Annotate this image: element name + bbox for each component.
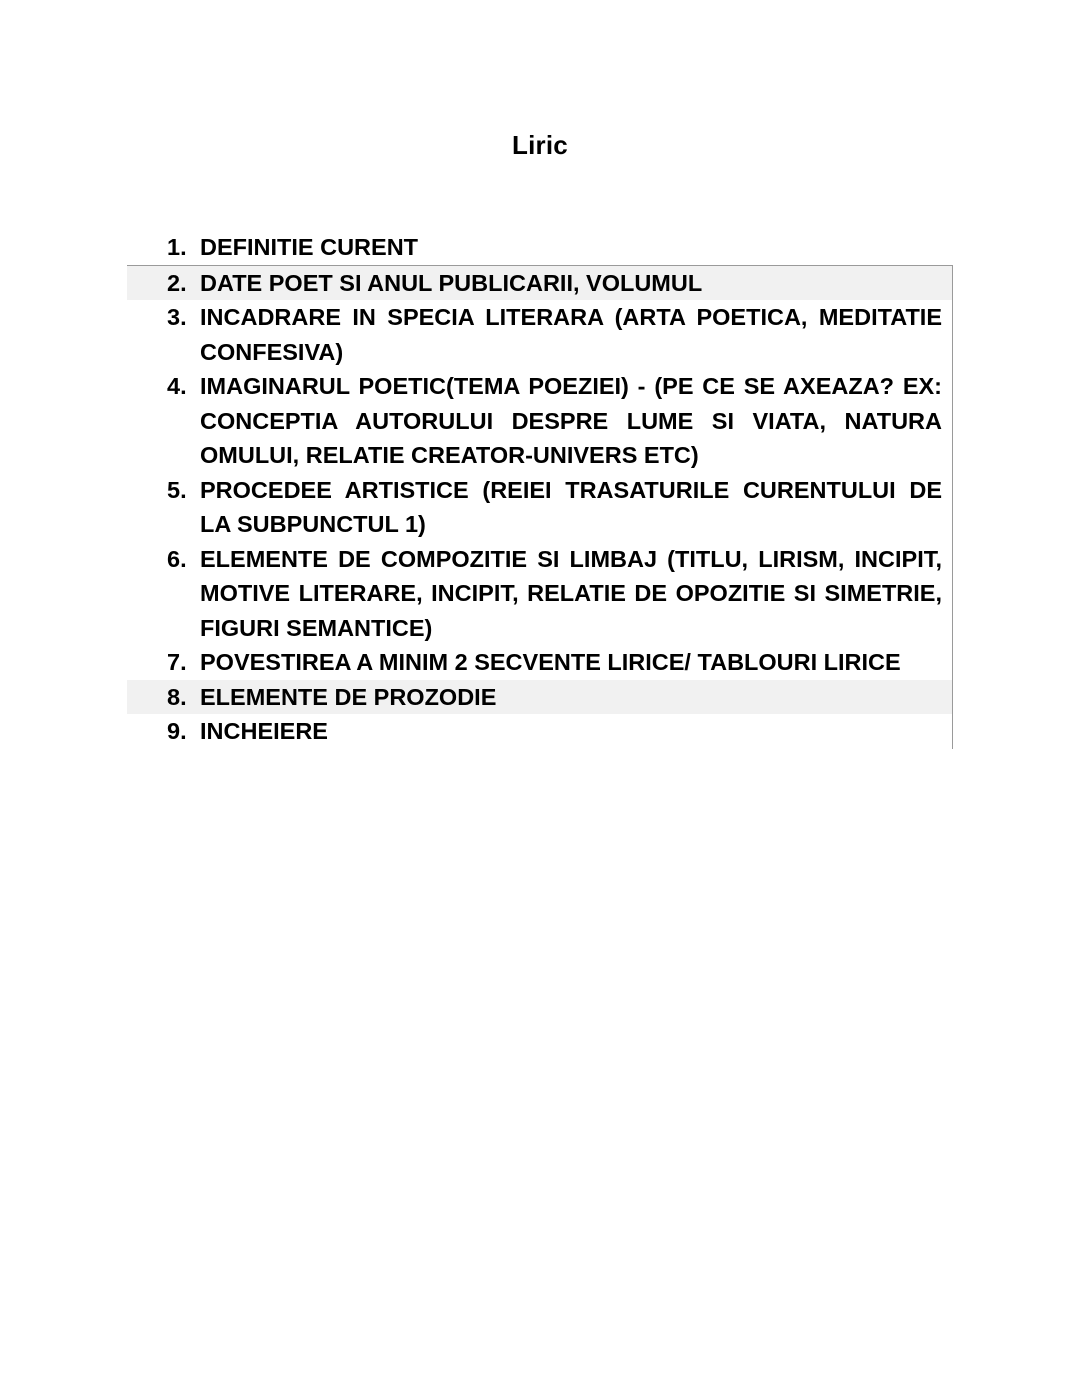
list-item-8 bbox=[127, 680, 953, 715]
outline-list bbox=[127, 230, 953, 749]
item-number: 8. bbox=[167, 683, 187, 710]
item-text: ELEMENTE DE COMPOZITIE SI LIMBAJ (TITLU, LIRISM, INCIPIT, MOTIVE LITERARE, INCIPIT, RELATIE DE OPOZITIE SI SIMETRIE, FIGURI SEMANTICE) bbox=[200, 545, 942, 641]
item-number: 3. bbox=[167, 304, 187, 330]
list-item-5 bbox=[127, 473, 953, 542]
list-item-4 bbox=[127, 369, 953, 473]
item-text: INCHEIERE bbox=[200, 718, 328, 744]
item-text: DATE POET SI ANUL PUBLICARII, VOLUMUL bbox=[200, 269, 703, 296]
list-item-1 bbox=[127, 230, 953, 265]
page-title: Liric bbox=[512, 130, 568, 160]
list-item-6 bbox=[127, 542, 953, 646]
list-item-9 bbox=[127, 714, 953, 749]
item-number: 7. bbox=[167, 649, 187, 675]
item-number: 5. bbox=[167, 476, 187, 503]
item-text: PROCEDEE ARTISTICE (REIEI TRASATURILE CURENTULUI DE LA SUBPUNCTUL 1) bbox=[200, 476, 942, 537]
item-number: 9. bbox=[167, 718, 187, 744]
item-text: IMAGINARUL POETIC(TEMA POEZIEI) - (PE CE SE AXEAZA? EX: CONCEPTIA AUTORULUI DESPRE LUME SI VIATA, NATURA OMULUI, RELATIE CREATOR-UNIVERS ETC) bbox=[200, 373, 942, 468]
list-item-2 bbox=[127, 265, 953, 301]
item-number: 1. bbox=[167, 234, 187, 260]
item-text: DEFINITIE CURENT bbox=[200, 234, 419, 260]
list-item-7 bbox=[127, 645, 953, 680]
item-number: 4. bbox=[167, 373, 187, 399]
item-text: ELEMENTE DE PROZODIE bbox=[200, 683, 497, 710]
item-number: 2. bbox=[167, 269, 187, 296]
item-text: POVESTIREA A MINIM 2 SECVENTE LIRICE/ TABLOURI LIRICE bbox=[200, 649, 901, 675]
list-item-3 bbox=[127, 300, 953, 369]
item-number: 6. bbox=[167, 545, 187, 572]
item-text: INCADRARE IN SPECIA LITERARA (ARTA POETICA, MEDITATIE CONFESIVA) bbox=[200, 304, 942, 365]
